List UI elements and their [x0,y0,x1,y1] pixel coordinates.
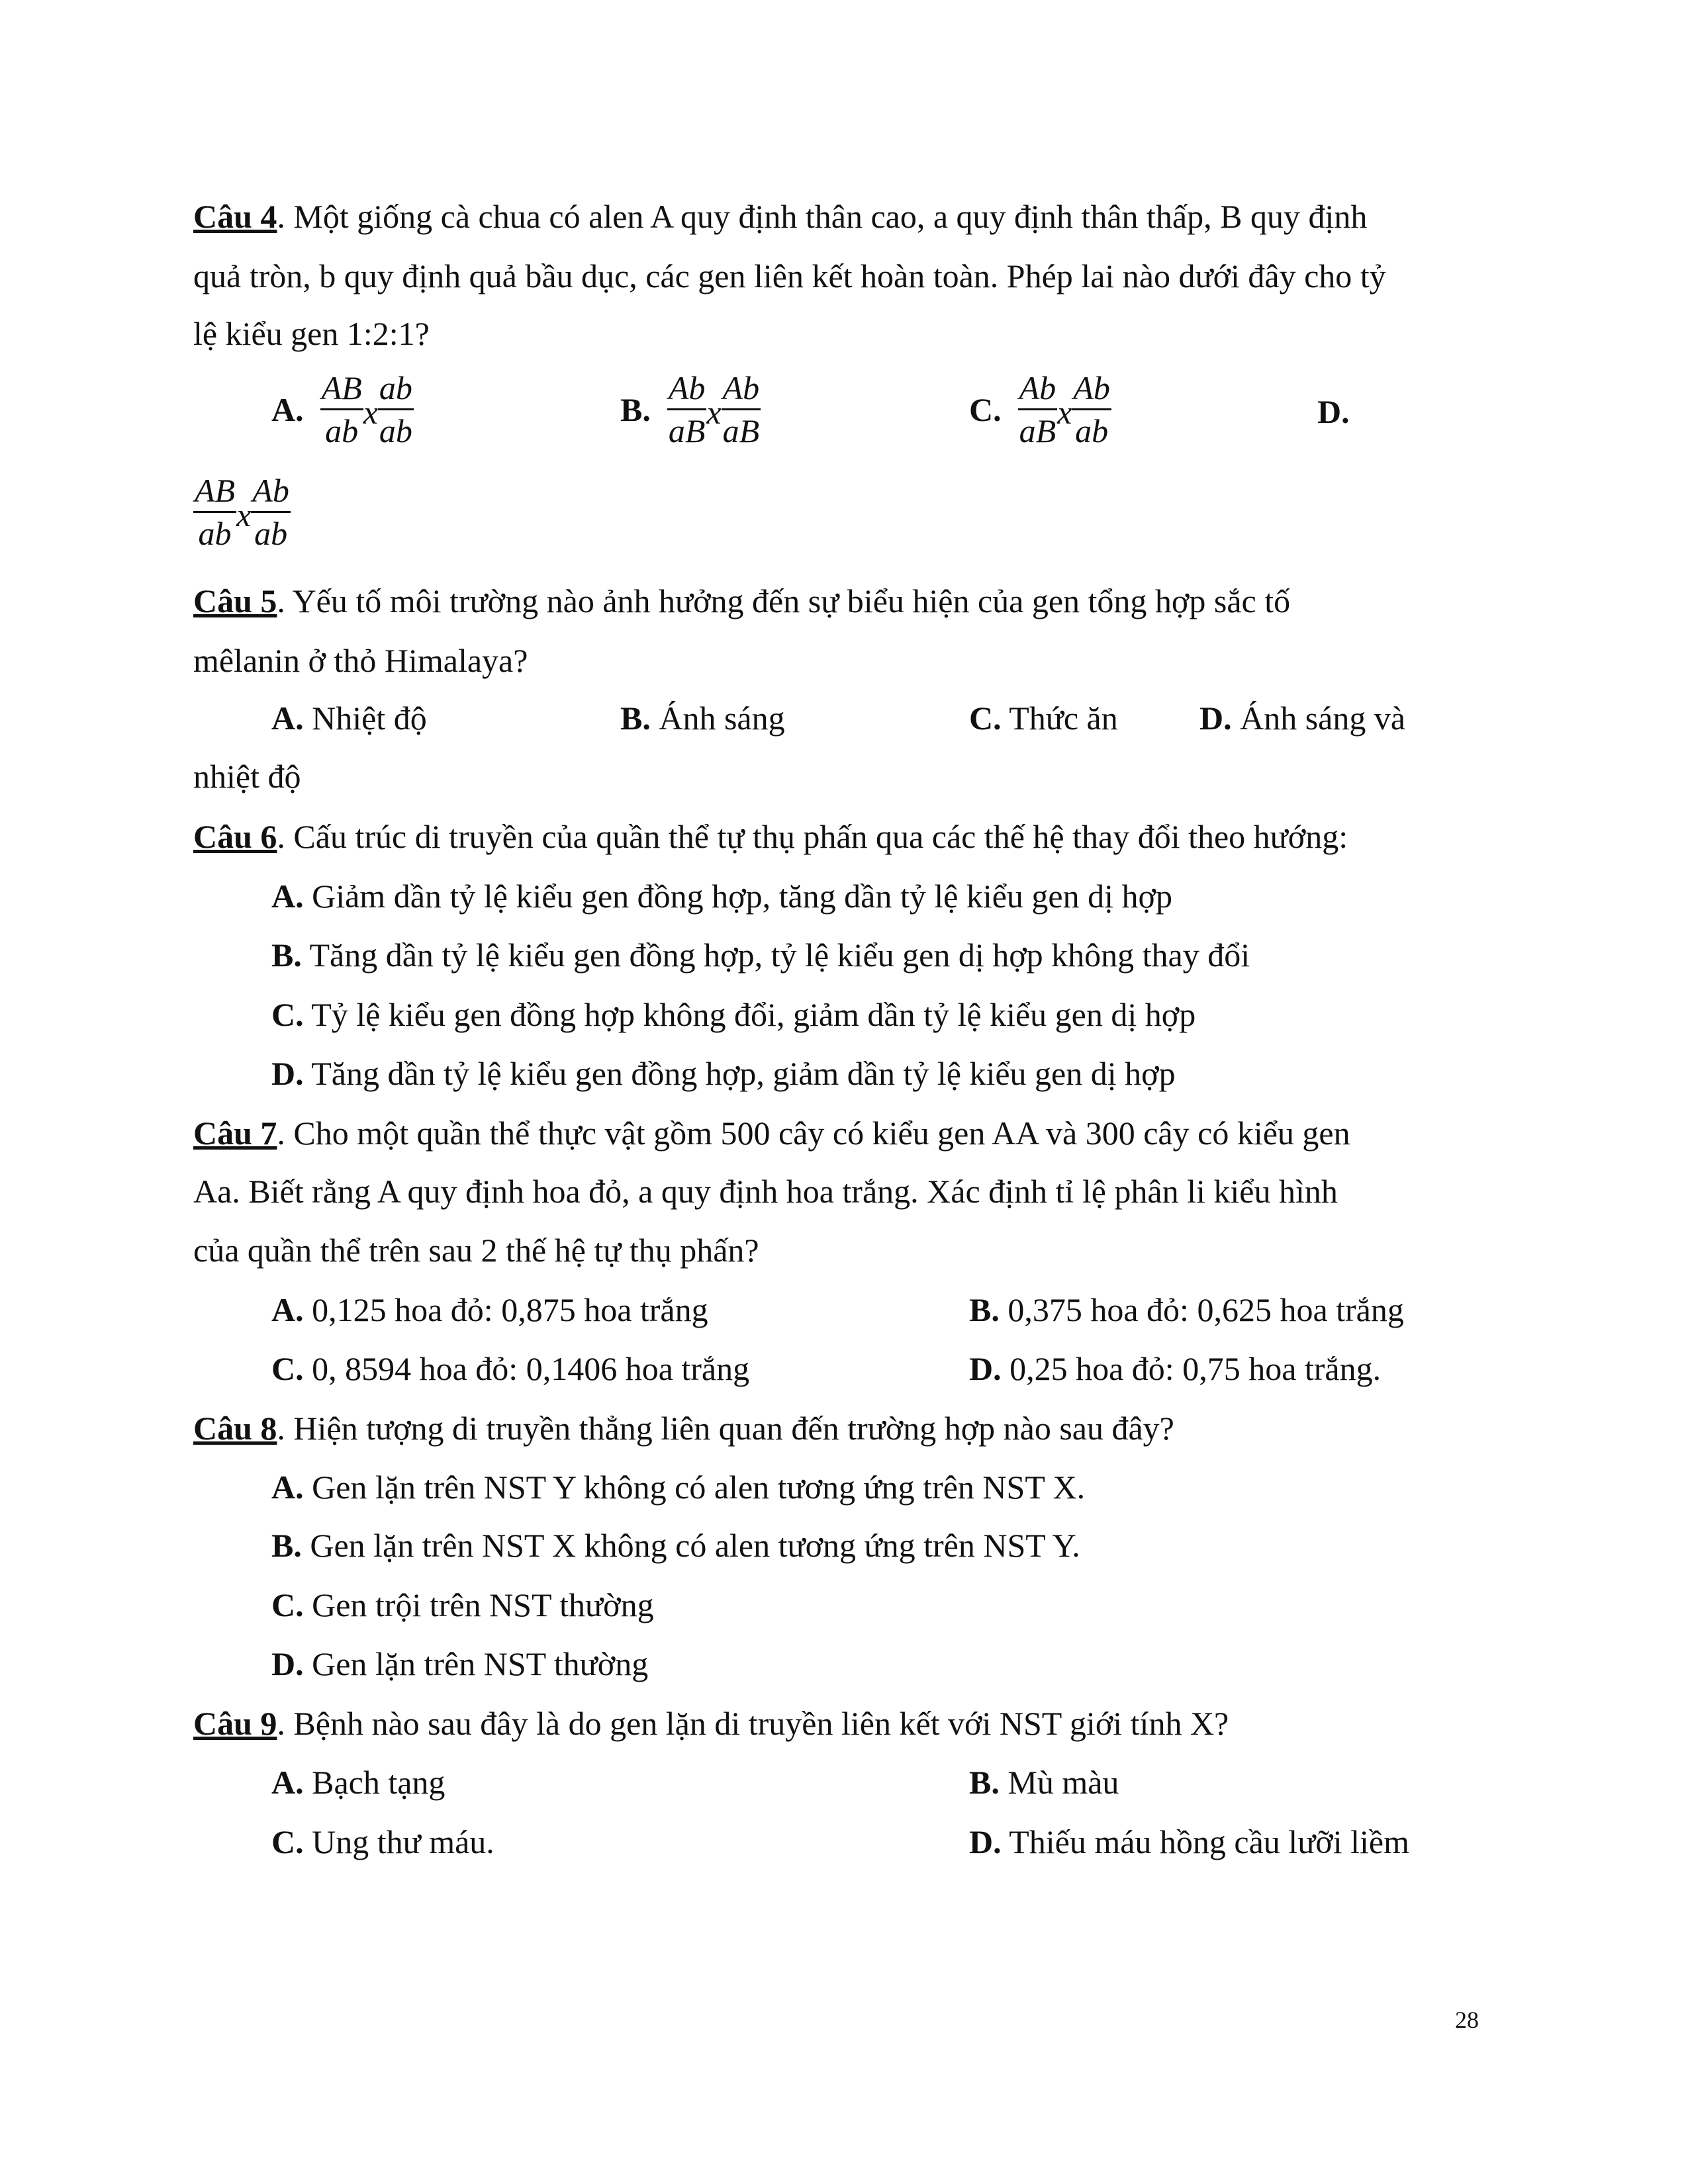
option-letter: A. [271,390,304,428]
question-label: Câu 7 [193,1115,277,1152]
option-5c: C. Thức ăn [969,700,1118,737]
option-8b: B. Gen lặn trên NST X không có alen tương ứng trên NST Y. [271,1527,1080,1564]
option-7c: C. 0, 8594 hoa đỏ: 0,1406 hoa trắng [271,1350,750,1387]
option-6c: C. Tỷ lệ kiểu gen đồng hợp không đổi, giảm dần tỷ lệ kiểu gen dị hợp [271,996,1196,1033]
option-4d-letter: D. [1317,393,1350,430]
option-9c: C. Ung thư máu. [271,1823,494,1860]
page-number: 28 [1455,2007,1479,2033]
question-label: Câu 5 [193,582,277,619]
option-7b: B. 0,375 hoa đỏ: 0,625 hoa trắng [969,1291,1404,1328]
question-4-line-1 [193,197,1367,236]
question-9-line-1: Câu 9. Bệnh nào sau đây là do gen lặn di truyền liên kết với NST giới tính X? [193,1705,1229,1742]
option-6a: A. Giảm dần tỷ lệ kiểu gen đồng hợp, tăng dần tỷ lệ kiểu gen dị hợp [271,878,1172,915]
genotype-fraction: $\frac{Ab}{aB}$ [1018,367,1058,451]
question-7-line-2: Aa. Biết rằng A quy định hoa đỏ, a quy định hoa trắng. Xác định tỉ lệ phân li kiểu hình [193,1173,1338,1210]
option-5a: A. Nhiệt độ [271,700,427,737]
question-label: Câu 4 [193,198,277,235]
option-letter: C. [969,390,1002,428]
question-text: . Một giống cà chua có alen A quy định thân cao, a quy định thân thấp, B quy định [277,198,1368,235]
question-label: Câu 6 [193,818,277,855]
question-7-line-3: của quần thể trên sau 2 thế hệ tự thụ phấn? [193,1232,759,1269]
option-6d: D. Tăng dần tỷ lệ kiểu gen đồng hợp, giảm dần tỷ lệ kiểu gen dị hợp [271,1055,1176,1092]
option-7d: D. 0,25 hoa đỏ: 0,75 hoa trắng. [969,1350,1382,1387]
genotype-fraction: $\frac{Ab}{ab}$ [251,470,291,554]
option-5d-continued: nhiệt độ [193,758,301,795]
option-6b: B. Tăng dần tỷ lệ kiểu gen đồng hợp, tỷ lệ kiểu gen dị hợp không thay đổi [271,936,1250,974]
option-9a: A. Bạch tạng [271,1764,445,1801]
question-4-line-2: quả tròn, b quy định quả bầu dục, các gen liên kết hoàn toàn. Phép lai nào dưới đây cho tỷ [193,257,1386,295]
question-6-line-1: Câu 6. Cấu trúc di truyền của quần thể tự thụ phấn qua các thế hệ thay đổi theo hướng: [193,818,1348,855]
genotype-fraction: $\frac{Ab}{ab}$ [1072,367,1111,451]
question-5-line-1: Câu 5. Yếu tố môi trường nào ảnh hưởng đến sự biểu hiện của gen tổng hợp sắc tố [193,582,1291,619]
option-9d: D. Thiếu máu hồng cầu lưỡi liềm [969,1823,1409,1860]
genotype-fraction: $\frac{Ab}{aB}$ [722,367,761,451]
option-5d: D. Ánh sáng và [1199,700,1406,737]
genotype-fraction: $\frac{ab}{ab}$ [378,367,414,451]
question-4-line-3: lệ kiểu gen 1:2:1? [193,315,430,352]
option-7a: A. 0,125 hoa đỏ: 0,875 hoa trắng [271,1291,708,1328]
option-4d: $\frac{AB}{ab}$ x $\frac{Ab}{ab}$ [193,470,291,554]
option-9b: B. Mù màu [969,1764,1119,1801]
question-7-line-1: Câu 7. Cho một quần thể thực vật gồm 500 cây có kiểu gen AA và 300 cây có kiểu gen [193,1115,1350,1152]
option-4c: C. $\frac{Ab}{aB}$ x $\frac{Ab}{ab}$ [969,367,1111,451]
option-4a: A. $\frac{AB}{ab}$ x $\frac{ab}{ab}$ [271,367,414,451]
option-4b: B. $\frac{Ab}{aB}$ x $\frac{Ab}{aB}$ [620,367,761,451]
option-8c: C. Gen trội trên NST thường [271,1586,654,1623]
question-5-line-2: mêlanin ở thỏ Himalaya? [193,642,528,679]
question-label: Câu 8 [193,1410,277,1447]
question-8-line-1: Câu 8. Hiện tượng di truyền thẳng liên quan đến trường hợp nào sau đây? [193,1410,1174,1447]
genotype-fraction: $\frac{AB}{ab}$ [320,367,363,451]
genotype-fraction: $\frac{Ab}{aB}$ [667,367,707,451]
option-letter: B. [620,390,651,428]
option-8a: A. Gen lặn trên NST Y không có alen tương ứng trên NST X. [271,1469,1086,1506]
genotype-fraction: $\frac{AB}{ab}$ [193,470,236,554]
option-8d: D. Gen lặn trên NST thường [271,1645,649,1682]
question-label: Câu 9 [193,1705,277,1742]
option-5b: B. Ánh sáng [620,700,785,737]
